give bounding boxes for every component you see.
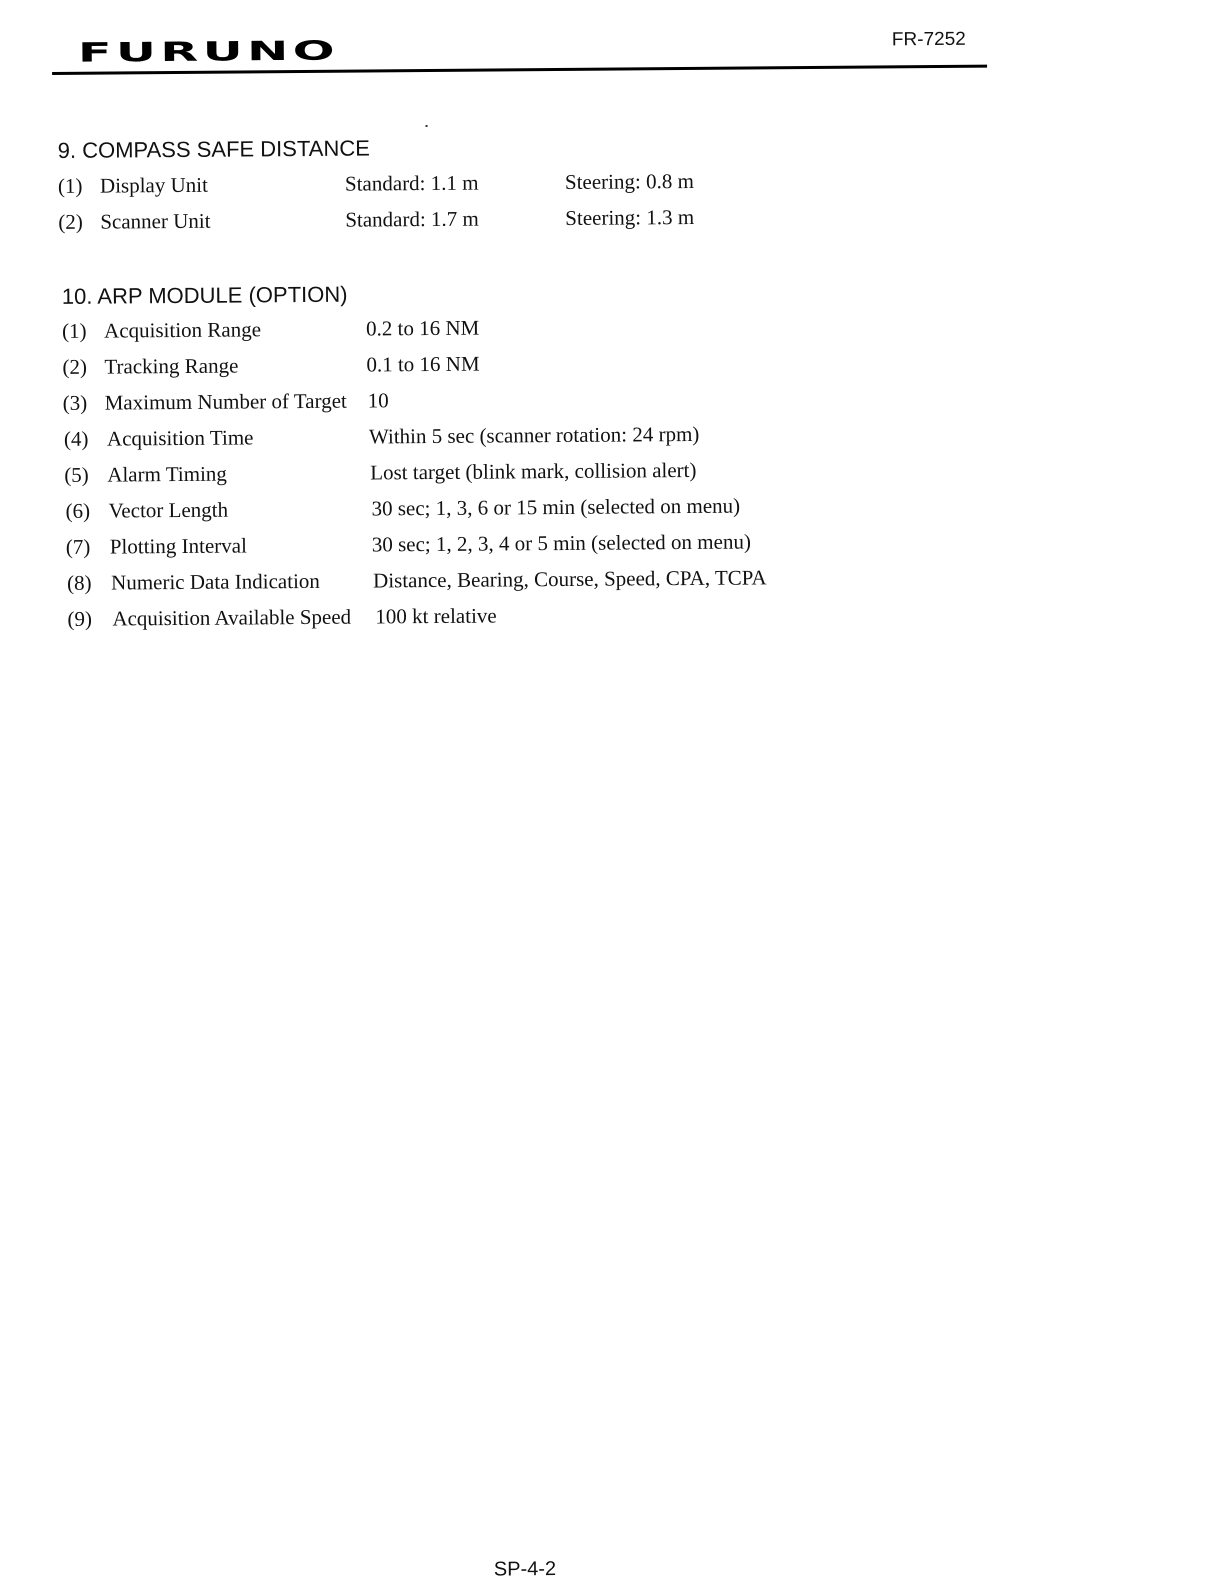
item-value: Within 5 sec (scanner rotation: 24 rpm) bbox=[369, 422, 700, 450]
item-label: Acquisition Range bbox=[104, 317, 261, 343]
item-number: (9) bbox=[67, 607, 92, 632]
standard-distance: Standard: 1.1 m bbox=[345, 171, 479, 197]
item-number: (7) bbox=[66, 535, 91, 560]
section-heading-compass: 9. COMPASS SAFE DISTANCE bbox=[58, 135, 370, 163]
page-number: SP-4-2 bbox=[494, 1558, 556, 1581]
item-number: (2) bbox=[58, 210, 83, 235]
steering-distance: Steering: 1.3 m bbox=[565, 205, 694, 231]
section-heading-arp: 10. ARP MODULE (OPTION) bbox=[62, 282, 348, 310]
item-number: (5) bbox=[64, 463, 89, 488]
item-number: (8) bbox=[67, 571, 92, 596]
item-value: Lost target (blink mark, collision alert) bbox=[370, 458, 696, 486]
item-label: Display Unit bbox=[100, 173, 208, 199]
item-number: (1) bbox=[62, 319, 87, 344]
item-label: Plotting Interval bbox=[110, 533, 247, 559]
item-number: (1) bbox=[58, 174, 83, 199]
item-label: Numeric Data Indication bbox=[111, 569, 320, 596]
item-value: 30 sec; 1, 2, 3, 4 or 5 min (selected on menu) bbox=[372, 530, 751, 558]
item-value: 30 sec; 1, 3, 6 or 15 min (selected on menu) bbox=[371, 494, 740, 522]
item-label: Acquisition Available Speed bbox=[112, 605, 351, 632]
item-value: 0.1 to 16 NM bbox=[366, 352, 479, 378]
standard-distance: Standard: 1.7 m bbox=[345, 207, 479, 233]
item-label: Scanner Unit bbox=[100, 209, 210, 235]
item-number: (4) bbox=[64, 427, 89, 452]
model-number: FR-7252 bbox=[892, 29, 966, 52]
item-value: Distance, Bearing, Course, Speed, CPA, TCPA bbox=[373, 565, 767, 593]
steering-distance: Steering: 0.8 m bbox=[565, 169, 694, 195]
scan-speck bbox=[426, 125, 428, 127]
item-value: 10 bbox=[368, 388, 389, 413]
item-number: (2) bbox=[62, 355, 87, 380]
item-label: Tracking Range bbox=[104, 354, 238, 380]
item-number: (6) bbox=[65, 499, 90, 524]
item-number: (3) bbox=[63, 391, 88, 416]
item-label: Vector Length bbox=[108, 498, 228, 524]
item-value: 0.2 to 16 NM bbox=[366, 316, 479, 342]
furuno-logo: FURUNO bbox=[78, 38, 339, 67]
item-label: Alarm Timing bbox=[107, 462, 227, 488]
item-label: Acquisition Time bbox=[107, 425, 254, 451]
item-label: Maximum Number of Target bbox=[105, 389, 347, 416]
item-value: 100 kt relative bbox=[375, 604, 496, 630]
